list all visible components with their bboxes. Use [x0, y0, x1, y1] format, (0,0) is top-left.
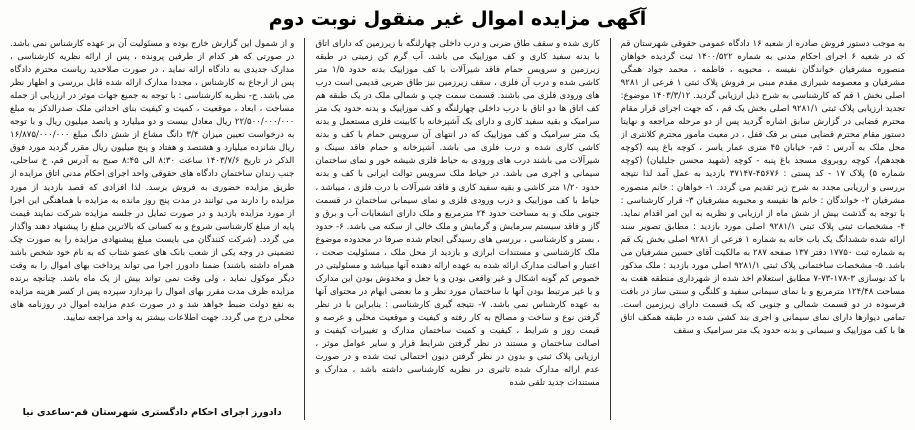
notice-columns: [10, 38, 905, 420]
notice-title: آگهی مزایده اموال غیر منقول نوبت دوم: [268, 8, 647, 30]
column-divider: [304, 38, 305, 420]
column-divider: [610, 38, 611, 420]
column-left: [10, 38, 294, 420]
column-right-text: به موجب دستور فروش صادره از شعبه ۱۶ دادگاه عمومی حقوقی شهرستان قم که در شعبه ۶ اجرای احکام مدنی به شماره ۱۴۰۰/۵۲۲ ثبت گردیده خواهان منصوره مشرفیان خواندگان نفیسه ، محبوبه ، فاطمه ، محمد جواد همگی مشرفیان و معصومه شیرازی مقدم مبنی بر فروش پلاک ثبتی ۱ فرعی از ۹۲۸۱ اصلی بخش ۱ قم که کارشناسی به شرح ذیل ارزیابی گردید. ۱۴۰۳/۳/۱۲ موضوع: تجدید ارزیابی پلاک ثبتی ۹۲۸۱/۱ اصلی بخش یک قم ، که جهت اجرای قرار مقام محترم قضایی در گزارش سابق اشاره گردید پس از دو مرحله مراجعه و نهایتا دستور مقام محترم قضایی مبنی بر فک قفل ، در معیت مامور محترم کلانتری از محل ملک به آدرس : قم- خیابان ۴۵ متری عمار یاسر ، کوچه باغ پنبه (کوچه هجدهم)، کوچه روبروی مسجد باغ پنبه - کوچه (شهید محسن جلیلیان) (کوچه شماره ۵) پلاک ۱۷ - کد پستی : ۴۵۶۷۶-۳۷۱۴۷ بازدید به عمل آمد لذا نتیجه بررسی و ارزیابی مجدد به شرح زیر تقدیم می گردد. ۱- خواهان : خانم منصوره مشرفیان ۲- خواندگان : خانم ها نفیسه و محبوبه مشرفیان ۳- قرار کارشناسی : با توجه به گذشت بیش از شش ماه از ارزیابی و نظریه به این امر اقدام نماید. ۴- مشخصات ثبتی پلاک ثبتی ۹۲۸۱/۱ اصلی مورد بازدید : مطابق تصویر سند ارائه شده ششدانگ یک باب خانه به شماره ۱ فرعی از ۹۲۸۱ اصلی بخش یک قم به شماره ثبت ۱۷۷۵۰ دفتر ۱۳۷ صفحه ۲۸۷ به مالکیت آقای حسین مشرفیان می باشد. ۵- مشخصات ساختمانی پلاک ثبتی ۹۲۸۱/۱ اصلی مورد بازدید : ملک مذکور با کد نوسازی ۳-۱۷۸-۷۳-۷ مطابق استعلام اخذ شده از شهرداری منطقه هفت به مساحت ۱۲۴/۴۸ مترمربع و با نمای سیمانی سفید و کلنگی و سنتی ساز در بافت فرسوده در دو قسمت شمالی و جنوبی که یک قسمت دارای زیرزمین است. تمامی دیوارها دارای نمای سیمانی و اجری بند کشی شده در طبقه همکف اتاق ها با کف موزاییک و سیمانی و بدنه حدود یک متر سرامیک و سقف: [620, 39, 905, 337]
column-left-text: و از شمول این گزارش خارج بوده و مسئولیت آن بر عهده کارشناس نمی باشد. در صورتی که هر کدام از طرفین پرونده ، پس از ارائه نظریه کارشناسی ، مدارک جدیدی به دادگاه ارائه نماید ، در صورت صلاحدید ریاست محترم دادگاه پس از ارجاع به کارشناس ، مجددا مدارک ارائه شده قابل بررسی و اظهار نظر می باشد. ح- نظریه کارشناسی : با توجه به جمیع جهات موثر در ارزیابی از جمله مساحت ، ابعاد ، موقعیت ، کمیت و کیفیت بنای احداثی ملک صدرالذکر به مبلغ ۲۲/۵۰۰/۰۰۰/۰۰۰ ریال معادل بیست و دو میلیارد و پانصد میلیون ریال و با توجه به درخواست تعیین میزان ۳/۴ دانگ مشاع از شش دانگ مبلغ ۱۶/۸۷۵/۰۰۰/۰۰۰ ریال شانزده میلیارد و هشتصد و هفتاد و پنج میلیون ریال مقرر گردید مورد فوق الذکر در تاریخ ۱۴۰۳/۷/۶ ساعت ۸:۳۰ الی ۸:۴۵ صبح به آدرس قم، خ ساحلی، جنب زندان ساختمان دادگاه های حقوقی واحد اجرای احکام مدنی اتاق مزایده از طریق مزایده حضوری به فروش برسد. لذا افرادی که قصد بازدید از مورد مزایده را دارند می توانند در مدت پنج روز مانده به مزایده با هماهنگی این اجرا از مورد مزایده بازدید و در صورت تمایل در جلسه مزایده شرکت نمایند قیمت پایه از مبلغ کارشناسی شروع و به کسانی که بالاترین مبلغ را پیشنهاد دهند واگذار می گردد. (شرکت کنندگان می بایست مبلغ پیشنهادی مزایده را به صورت چک تضمینی در وجه یکی از شعب بانک های عضو شتاب که به نام خود شخص باشد همراه داشته باشند) ضمنا دادورز اجرا می تواند پرداخت بهای اموال را به وقت دیگر موکول نماید ، ولی وقت نمی تواند بیش از یک ماه باشد. چنانچه برنده مزایده ظرف مدت مقرر بهای اموال را نپردازد سپرده پس از کسر هزینه مزایده به نفع دولت ضبط خواهد شد و در صورت عدم مزایده اموال در روزنامه های محلی درج می گردد. جهت اطلاعات بیشتر به واحد مراجعه نمایید.: [10, 39, 295, 323]
column-right: [621, 38, 905, 420]
column-middle-text: کاری شده و سقف طاق ضربی و درب داخلی چهارلنگه با زیرزمین که دارای اتاق با بدنه سفید کاری و کف موزاییک می باشد. آب گرم کن زمینی در طبقه زیرزمین و سرویس حمام فاقد شیرآلات با کف موزاییک بدنه حدود ۱/۵ متر کاشی شده و درب آن فلزی ، سقف زیرزمین نیز طاق ضربی قدیمی است درب های ورودی فلزی می باشند. قسمت سمت چپ و شمالی ملک در یک طبقه هم کف اتاق ها دو اتاق با درب داخلی چهارلنگه و کف موزاییک و بدنه حدود یک متر سرامیک و بقیه سفید کاری و دارای یک آشپزخانه با کابینت فلزی مستعمل و بدنه یک متر سرامیک و کف موزاییک که در انتهای آن سرویس حمام با کف و بدنه کاشی کاری شده و درب فلزی می باشد. آشپزخانه و حمام فاقد سینک و شیرآلات می باشند درب های ورودی به حیاط فلزی شیشه خور و نمای ساختمان سیمانی و اجری می باشد. در حیاط ملک سرویس توالت ایرانی با کف و بدنه حدود ۱/۲۰ متر کاشی و بقیه سفید کاری و فاقد شیرآلات با درب فلزی ، میباشد ، حیاط با کف موزاییک و درب ورودی فلزی و نمای سیمانی ساختمان در قسمت جنوبی ملک و به مساحت حدود ۲۴ مترمربع و ملک دارای انشعابات آب و برق و گاز و فاقد سیستم سرمایش و گرمایش و ملک خالی از سکنه می باشد. ۶- حدود ، بستر و کارشناسی ، بررسی های رسیدگی انجام شده صرفا در محدوده موضوع ملک کارشناسی و مستندات ابرازی و بازدید از محل ملک ، مسئولیت صحت ، اعتبار و اصالت مدارک ارائه شده به عهده ارائه دهنده آنها میباشد و مسئولیتی در خصوص کم گونه اشکال و غیر واقعی بودن و یا جعل و مخدوش بودن این مدارک و یا غیر مرتبط بودن آنها با ساختمان مورد نظر و ما بعضی ابهام در محتوای آنها به عهده کارشناس نمی باشد. ۷- نتیجه گیری کارشناسی : بنابراین با در نظر گرفتن نوع و ساخت و مصالح به کار رفته و کیفیت و موقعیت محلی و عرصه و قیمت روز و شرایط ، کیفیت و کمیت ساختمان مدارک و تغییرات کیفیت و اصالت ساختمان و مستند در نظر گرفتن شرایط قرار و سایر عوامل موثر ، ارزیابی پلاک ثبتی و بدون در نظر گرفتن دیون احتمالی ثبت شده و در صورت عدم ارائه مدارک شده تاثیری در نظریه کارشناسی داشته باشد ، مدارک و مستندات جدید تلقی شده: [315, 39, 600, 389]
notice-signature: دادورز اجرای احکام دادگستری شهرستان قم-ساعدی نیا: [10, 406, 294, 420]
column-middle: [315, 38, 599, 420]
